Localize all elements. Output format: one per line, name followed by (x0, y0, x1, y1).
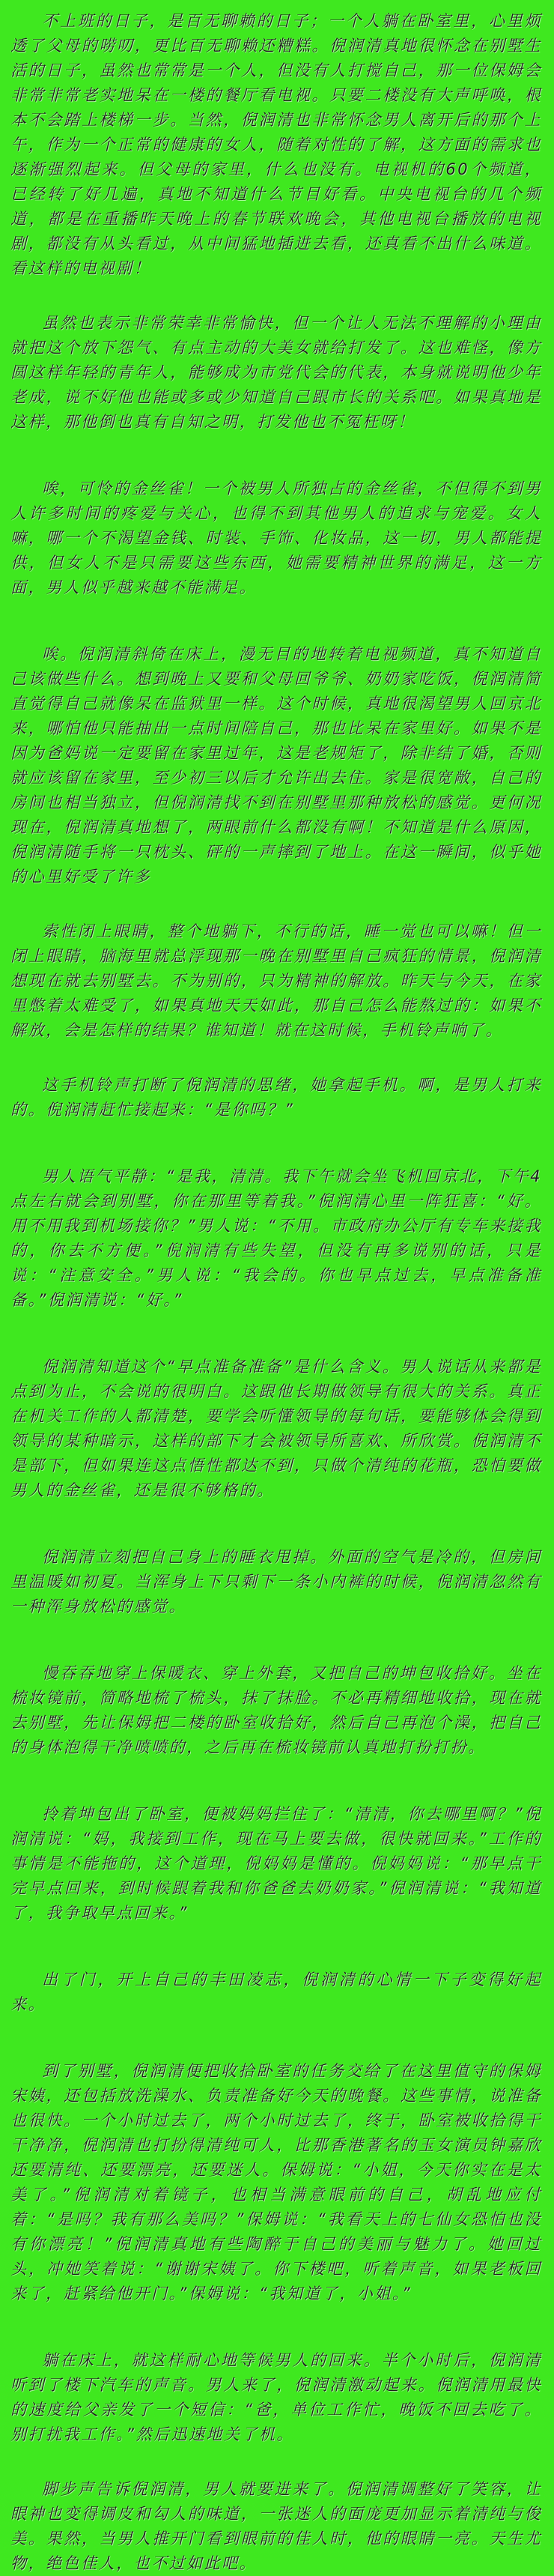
paragraph-13: 到了别墅，倪润清便把收拾卧室的任务交给了在这里值守的保姆宋姨，还包括放洗澡水、负责准备好今天的晚餐。这些事情，说准备也很快。一个小时过去了，两个小时过去了，终于，卧室被收拾得干干净净，倪润清也打扮得清纯可人，比那香港著名的玉女演员钟嘉欣还要清纯、还要漂亮，还要迷人。保姆说：“小姐，今天你实在是太美了。”倪润清对着镜子，也相当满意眼前的自己，胡乱地应付着：“是吗？我有那么美吗？”保姆说：“我看天上的七仙女恐怕也没有你漂亮！”倪润清真地有些陶醉于自己的美丽与魅力了。她回过头，冲她笑着说：“谢谢宋姨了。你下楼吧，听着声音，如果老板回来了，赶紧给他开门。”保姆说：“我知道了，小姐。” (10, 2062, 542, 2303)
paragraph-7: 男人语气平静：“是我，清清。我下午就会坐飞机回京北，下午4点左右就会到别墅，你在那里等着我。”倪润清心里一阵狂喜：“好。用不用我到机场接你？”男人说：“不用。市政府办公厅有专车来接我的，你去不方便。”倪润清有些失望，但没有再多说别的话，只是说：“注意安全。”男人说：“我会的。你也早点过去，早点准备准备。”倪润清说：“好。” (10, 1167, 542, 1309)
paragraph-3: 唉，可怜的金丝雀！一个被男人所独占的金丝雀，不但得不到男人许多时间的疼爱与关心，也得不到其他男人的追求与宠爱。女人嘛，哪一个不渴望金钱、时装、手饰、化妆品，这一切，男人都能提供，但女人不是只需要这些东西，她需要精神世界的满足，这一方面，男人似乎越来越不能满足。 (10, 480, 542, 596)
paragraph-10: 慢吞吞地穿上保暖衣、穿上外套，又把自己的坤包收拾好。坐在梳妆镜前，简略地梳了梳头，抹了抹脸。不必再精细地收拾，现在就去别墅，先让保姆把二楼的卧室收拾好，然后自己再泡个澡，把自己的身体泡得干净喷喷的，之后再在梳妆镜前认真地打扮打扮。 (10, 1664, 542, 1756)
paragraph-11: 拎着坤包出了卧室，便被妈妈拦住了：“清清，你去哪里啊？”倪润清说：“妈，我接到工作，现在马上要去做，很快就回来。”工作的事情是不能拖的，这个道理，倪妈妈是懂的。倪妈妈说：“那早点干完早点回来，到时候跟着我和你爸爸去奶奶家。”倪润清说：“我知道了，我争取早点回来。” (10, 1805, 542, 1922)
paragraph-9: 倪润清立刻把自己身上的睡衣甩掉。外面的空气是冷的，但房间里温暖如初夏。当浑身上下只剩下一条小内裤的时候，倪润清忽然有一种浑身放松的感觉。 (10, 1548, 542, 1615)
paragraph-15: 脚步声告诉倪润清，男人就要进来了。倪润清调整好了笑容，让眼神也变得调皮和勾人的味道，一张迷人的面庞更加显示着清纯与俊美。果然，当男人推开门看到眼前的佳人时，他的眼睛一亮。天生尤物，绝色佳人，也不过如此吧。 (10, 2480, 542, 2572)
paragraph-14: 躺在床上，就这样耐心地等候男人的回来。半个小时后，倪润清听到了楼下汽车的声音。男人来了，倪润清激动起来。倪润清用最快的速度给父亲发了一个短信：“爸，单位工作忙，晚饭不回去吃了。别打扰我工作。”然后迅速地关了机。 (10, 2351, 542, 2443)
paragraph-8: 倪润清知道这个“早点准备准备”是什么含义。男人说话从来都是点到为止，不会说的很明白。这跟他长期做领导有很大的关系。真正在机关工作的人都清楚，要学会听懂领导的每句话，要能够体会得到领导的某种暗示，这样的部下才会被领导所喜欢、所欣赏。倪润清不是部下，但如果连这点悟性都达不到，只做个清纯的花瓶，恐怕要做男人的金丝雀，还是很不够格的。 (10, 1358, 542, 1499)
paragraph-5: 索性闭上眼睛，整个地躺下，不行的话，睡一觉也可以嘛！但一闭上眼睛，脑海里就总浮现那一晚在别墅里自己疯狂的情景，倪润清想现在就去别墅去。不为别的，只为精神的解放。昨天与今天，在家里憋着太难受了，如果真地天天如此，那自己怎么能熬过的：如果不解放，会是怎样的结果？谁知道！就在这时候，手机铃声响了。 (10, 922, 542, 1039)
paragraph-2: 虽然也表示非常荣幸非常愉快，但一个让人无法不理解的小理由就把这个放下怨气、有点主动的大美女就给打发了。这也难怪，像方圆这样年轻的青年人，能够成为市党代会的代表，本身就说明他少年老成，说不好他也能或多或少知道自己跟市长的关系吧。如果真地是这样，那他倒也真有自知之明，打发他也不冤枉呀！ (10, 314, 542, 431)
paragraph-12: 出了门，开上自己的丰田凌志，倪润清的心情一下子变得好起来。 (10, 1971, 542, 2013)
paragraph-6: 这手机铃声打断了倪润清的思绪，她拿起手机。啊，是男人打来的。倪润清赶忙接起来：“是你吗？” (10, 1076, 542, 1119)
paragraph-1: 不上班的日子，是百无聊赖的日子；一个人躺在卧室里，心里烦透了父母的唠叨，更比百无聊赖还糟糕。倪润清真地很怀念在别墅生活的日子，虽然也常常是一个人，但没有人打搅自己，那一位保姆会非常非常老实地呆在一楼的餐厅看电视。只要二楼没有大声呼唤，根本不会踏上楼梯一步。当然，倪润清也非常怀念男人离开后的那个上午，作为一个正常的健康的女人，随着对性的了解，这方面的需求也逐渐强烈起来。但父母的家里，什么也没有。电视机的60个频道，已经转了好几遍，真地不知道什么节目好看。中央电视台的几个频道，都是在重播昨天晚上的春节联欢晚会，其他电视台播放的电视剧，都没有从头看过，从中间猛地插进去看，还真看不出什么味道。看这样的电视剧！ (10, 12, 542, 277)
paragraph-4: 唉。倪润清斜倚在床上，漫无目的地转着电视频道，真不知道自己该做些什么。想到晚上又要和父母回爷爷、奶奶家吃饭，倪润清简直觉得自己就像呆在监狱里一样。这个时候，真地很渴望男人回京北来，哪怕他只能抽出一点时间陪自己，那也比呆在家里好。如果不是因为爸妈说一定要留在家里过年，这是老规矩了，除非结了婚，否则就应该留在家里，至少初三以后才允许出去住。家是很宽敞，自己的房间也相当独立，但倪润清找不到在别墅里那种放松的感觉。更何况现在，倪润清真地想了，两眼前什么都没有啊！不知道是什么原因，倪润清随手将一只枕头、砰的一声摔到了地上。在这一瞬间，似乎她的心里好受了许多 (10, 645, 542, 886)
